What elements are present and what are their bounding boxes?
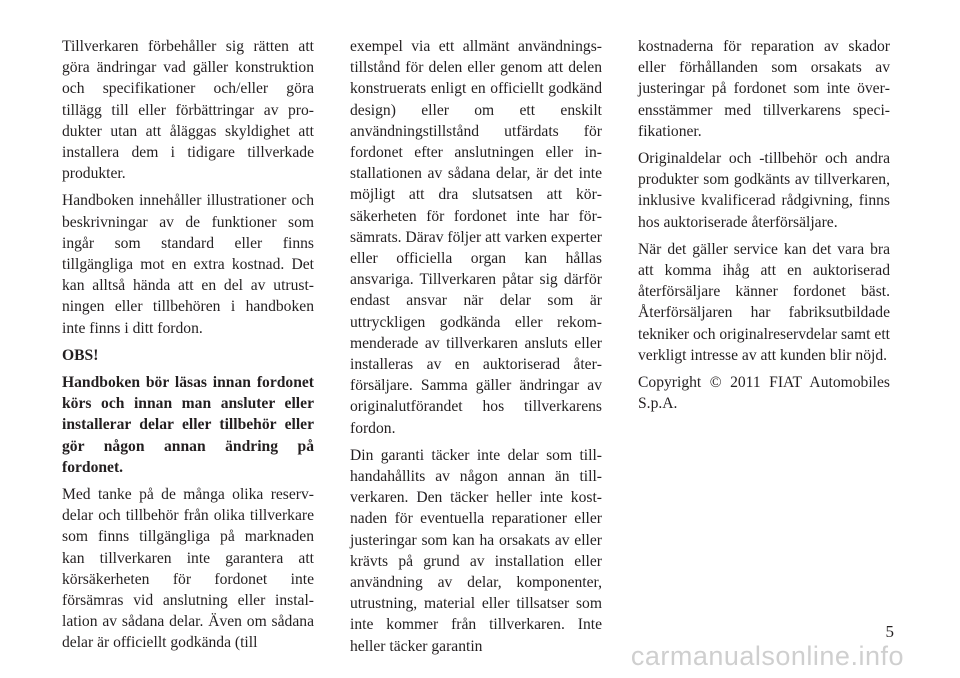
notice-text: Handboken bör läsas innan fordonet körs och innan man ansluter eller installerar delar eller tillbehör eller gör någon annan ändring på fordonet. [62, 374, 314, 476]
paragraph-warranty-continued: kostnaderna för reparation av skador eller förhållanden som orsakats av justeringar på fordonet som inte överensstämmer med tillverkarens specifikationer. [638, 38, 890, 140]
page-number: 5 [885, 622, 894, 641]
paragraph-service: När det gäller service kan det vara bra att komma ihåg att en auktoriserad återförsäljare känner fordonet bäst. Återförsäljaren har fabriksutbildade tekniker och originalreservdelar samt ett verkligt intresse av att kunden blir nöjd. [638, 240, 890, 364]
paragraph-copyright: Copyright © 2011 FIAT Automobiles S.p.A. [638, 374, 890, 413]
paragraph-spare-parts-continued: exempel via ett allmänt användningstillstånd för delen eller genom att delen konstruerats enligt en officiellt godkänd design) eller om ett enskilt användningstillstånd utfärdats för fordonet efter anslutningen eller installationen av sådana delar, är det inte möjligt att dra slutsatsen att körsäkerheten för fordonet inte har försämrats. Därav följer att varken experter eller officiella organ kan hållas ansvariga. Tillverkaren påtar sig därför endast ansvar när delar som är uttryckligen godkända eller rekommenderade av tillverkaren ansluts eller installeras av en auktoriserad återförsäljare. Samma gäller ändringar av originalutförandet hos tillverkarens fordon. [350, 38, 602, 437]
paragraph-spare-parts: Med tanke på de många olika reservdelar och tillbehör från olika tillverkare som finns tillgängliga på marknaden kan tillverkaren inte garantera att körsäkerheten för fordonet inte försämras vid anslutning eller installation av sådana delar. Även om sådana delar är officiellt godkända (till [62, 486, 314, 652]
watermark-text: carmanualsonline.info [630, 641, 904, 671]
text-column-1 [62, 36, 314, 660]
text-column-3 [638, 36, 890, 420]
notice-heading: OBS! [62, 346, 99, 364]
text-column-2 [350, 36, 602, 663]
paragraph-warranty: Din garanti täcker inte delar som tillhandahållits av någon annan än tillverkaren. Den täcker heller inte kostnaden för eventuella reparationer eller justeringar som kan ha orsakats av eller krävts på grund av installation eller användning av delar, komponenter, utrustning, material eller tillsatser som inte kommer från tillverkaren. Inte heller täcker garantin [350, 446, 602, 655]
paragraph-disclaimer: Tillverkaren förbehåller sig rätten att göra ändringar vad gäller konstruktion och specifikationer och/eller göra tillägg till eller förbättringar av produkter utan att åläggas skyldighet att installera dem i tidigare tillverkade produkter. [62, 38, 314, 183]
paragraph-illustrations: Handboken innehåller illustrationer och beskrivningar av de funktioner som ingår som standard eller finns tillgängliga mot en extra kostnad. Det kan alltså hända att en del av utrustningen eller tillbehören i handboken inte finns i ditt fordon. [62, 192, 314, 337]
paragraph-original-parts: Originaldelar och -tillbehör och andra produkter som godkänts av tillverkaren, inklusive kvalificerad rådgivning, finns hos auktoriserade återförsäljare. [638, 150, 890, 231]
